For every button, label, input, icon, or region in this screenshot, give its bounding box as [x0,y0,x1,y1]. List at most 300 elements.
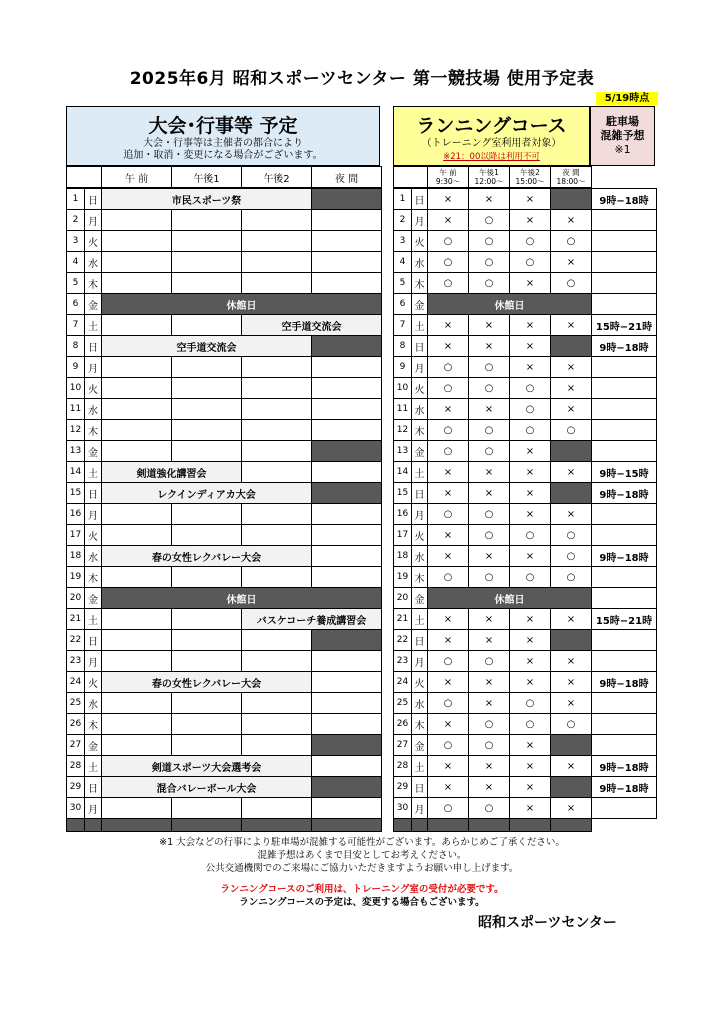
table-row [394,189,657,210]
availability-cell: × [551,399,592,420]
event-cell: レクインディアカ大会 [102,483,312,504]
table-row [67,483,382,504]
table-row [394,462,657,483]
events-table [66,188,382,832]
empty-cell [312,651,382,672]
day-number: 27 [67,735,85,756]
table-row [67,777,382,798]
running-course-header [393,106,590,166]
weekday: 火 [85,231,102,252]
empty-cell [102,357,172,378]
table-footer [394,819,657,832]
empty-cell [102,525,172,546]
empty-cell [312,420,382,441]
day-number: 20 [394,588,412,609]
empty-cell [242,210,312,231]
availability-cell: ○ [469,357,510,378]
weekday: 金 [85,588,102,609]
weekday: 月 [412,357,428,378]
day-number: 28 [67,756,85,777]
parking-header-line-2: 混雑予想 [600,129,645,142]
empty-cell [312,756,382,777]
availability-cell: × [551,756,592,777]
weekday: 水 [85,252,102,273]
page-title: 2025年6月 昭和スポーツセンター 第一競技場 使用予定表 [129,69,595,89]
weekday: 火 [412,672,428,693]
availability-cell: ○ [551,714,592,735]
weekday: 月 [412,798,428,819]
unavailable-cell [551,336,592,357]
parking-cell [592,651,657,672]
empty-cell [102,273,172,294]
weekday: 金 [412,588,428,609]
availability-cell: × [428,630,469,651]
availability-cell: ○ [469,567,510,588]
availability-cell: ○ [469,273,510,294]
events-header [66,106,380,166]
parking-cell [592,210,657,231]
day-number: 21 [394,609,412,630]
parking-cell [592,525,657,546]
availability-cell: × [428,210,469,231]
availability-cell: × [551,609,592,630]
day-number: 6 [394,294,412,315]
table-row [67,378,382,399]
availability-cell: × [510,273,551,294]
empty-cell [242,399,312,420]
availability-cell: ○ [428,567,469,588]
footer-cell [312,819,382,832]
parking-cell [592,378,657,399]
table-row [67,294,382,315]
empty-cell [242,378,312,399]
weekday: 水 [85,546,102,567]
table-row [394,567,657,588]
table-row [394,378,657,399]
event-cell: 空手道交流会 [242,315,382,336]
availability-cell: ○ [469,651,510,672]
table-row [394,525,657,546]
running-course-note: ※21：00以降は利用不可 [443,152,540,162]
parking-cell: 9時−18時 [592,777,657,798]
day-number: 18 [67,546,85,567]
availability-cell: × [469,756,510,777]
day-number: 5 [67,273,85,294]
availability-cell: ○ [510,231,551,252]
footer-cell [242,819,312,832]
table-row [394,252,657,273]
table-row [394,798,657,819]
availability-cell: × [510,756,551,777]
as-of-badge: 5/19時点 [596,92,658,105]
day-number: 12 [67,420,85,441]
availability-cell: × [510,672,551,693]
weekday: 土 [412,315,428,336]
weekday: 水 [85,399,102,420]
availability-cell: ○ [551,567,592,588]
availability-cell: × [551,252,592,273]
day-number: 17 [67,525,85,546]
empty-cell [242,441,312,462]
empty-cell [172,273,242,294]
empty-cell [102,735,172,756]
weekday: 土 [412,609,428,630]
weekday: 日 [412,630,428,651]
day-number: 9 [394,357,412,378]
night-unavailable-cell [312,336,382,357]
unavailable-cell [551,483,592,504]
availability-cell: × [469,399,510,420]
availability-cell: ○ [469,210,510,231]
footnotes [0,836,724,875]
availability-cell: × [551,378,592,399]
empty-cell [172,231,242,252]
availability-cell: ○ [469,714,510,735]
availability-cell: ○ [428,798,469,819]
day-number: 23 [394,651,412,672]
event-cell: 市民スポーツ祭 [102,189,312,210]
availability-cell: × [551,357,592,378]
table-row [394,504,657,525]
empty-cell [312,714,382,735]
parking-cell [592,798,657,819]
empty-cell [312,378,382,399]
day-number: 8 [394,336,412,357]
availability-cell: ○ [428,252,469,273]
unavailable-cell [551,189,592,210]
parking-cell [592,714,657,735]
availability-cell: ○ [510,399,551,420]
parking-cell: 9時−18時 [592,672,657,693]
footer-cell [469,819,510,832]
table-row [67,273,382,294]
empty-cell [102,651,172,672]
events-header-title: 大会･行事等 予定 [148,115,298,137]
availability-cell: ○ [551,231,592,252]
availability-cell: ○ [551,273,592,294]
table-row [394,336,657,357]
parking-cell [592,273,657,294]
empty-cell [312,462,382,483]
parking-cell: 9時−18時 [592,483,657,504]
weekday: 水 [412,693,428,714]
footer-cell [394,819,412,832]
event-cell: 剣道スポーツ大会選考会 [102,756,312,777]
availability-cell: ○ [551,525,592,546]
empty-cell [172,651,242,672]
table-row [67,315,382,336]
table-row [394,441,657,462]
availability-cell: × [428,189,469,210]
table-row [67,756,382,777]
availability-cell: × [551,504,592,525]
empty-cell [172,735,242,756]
night-unavailable-cell [312,777,382,798]
availability-cell: × [551,210,592,231]
empty-cell [172,525,242,546]
empty-cell [242,357,312,378]
weekday: 水 [412,546,428,567]
day-number: 20 [67,588,85,609]
empty-cell [242,504,312,525]
event-cell: 春の女性レクバレー大会 [102,672,312,693]
availability-cell: × [469,672,510,693]
footer-cell [592,819,657,832]
weekday: 月 [412,651,428,672]
empty-cell [172,378,242,399]
availability-cell: ○ [510,567,551,588]
availability-cell: × [469,483,510,504]
weekday: 火 [412,525,428,546]
table-row [394,273,657,294]
weekday: 土 [412,756,428,777]
parking-header [590,106,655,166]
parking-cell [592,588,657,609]
availability-cell: × [551,315,592,336]
day-number: 10 [67,378,85,399]
table-row [67,567,382,588]
table-row [394,735,657,756]
availability-cell: ○ [469,420,510,441]
availability-cell: ○ [510,378,551,399]
availability-cell: ○ [510,525,551,546]
availability-cell: × [428,546,469,567]
weekday: 金 [412,294,428,315]
day-number: 6 [67,294,85,315]
availability-cell: × [469,777,510,798]
rc-col-night: 夜 間 18:00～ [551,167,592,188]
table-row [394,483,657,504]
parking-cell [592,735,657,756]
unavailable-cell [551,735,592,756]
weekday: 木 [412,567,428,588]
weekday: 日 [85,483,102,504]
table-row [67,189,382,210]
weekday: 金 [85,441,102,462]
empty-cell [102,630,172,651]
weekday: 木 [412,420,428,441]
day-number: 7 [394,315,412,336]
table-row [394,777,657,798]
running-column-header [393,166,592,188]
weekday: 金 [412,735,428,756]
availability-cell: × [428,609,469,630]
unavailable-cell [551,777,592,798]
empty-cell [242,651,312,672]
day-number: 16 [67,504,85,525]
weekday: 土 [85,756,102,777]
footer-cell [510,819,551,832]
availability-cell: ○ [469,798,510,819]
table-row [67,231,382,252]
availability-cell: ○ [428,357,469,378]
empty-cell [172,714,242,735]
empty-cell [312,525,382,546]
footer-cell [428,819,469,832]
table-row [67,399,382,420]
parking-cell [592,399,657,420]
day-number: 23 [67,651,85,672]
weekday: 土 [85,609,102,630]
day-number: 28 [394,756,412,777]
parking-cell: 9時−18時 [592,546,657,567]
availability-cell: ○ [469,504,510,525]
empty-cell [102,378,172,399]
availability-cell: ○ [428,735,469,756]
availability-cell: × [510,441,551,462]
day-number: 16 [394,504,412,525]
weekday: 火 [85,378,102,399]
day-number: 26 [394,714,412,735]
empty-cell [242,273,312,294]
empty-cell [312,273,382,294]
weekday: 木 [85,714,102,735]
availability-cell: ○ [428,420,469,441]
weekday: 水 [85,693,102,714]
weekday: 日 [85,336,102,357]
table-row [67,546,382,567]
empty-cell [242,462,312,483]
running-course-title: ランニングコース [416,115,567,137]
availability-cell: × [469,315,510,336]
availability-cell: × [428,336,469,357]
empty-cell [312,567,382,588]
day-number: 13 [67,441,85,462]
weekday: 月 [85,357,102,378]
empty-cell [102,567,172,588]
empty-cell [242,231,312,252]
availability-cell: × [510,798,551,819]
empty-cell [312,210,382,231]
table-row [394,693,657,714]
parking-cell: 9時−18時 [592,189,657,210]
parking-cell [592,420,657,441]
col-pm2: 午後2 [242,167,312,188]
availability-cell: × [551,462,592,483]
empty-cell [172,420,242,441]
running-course-notice-red: ランニングコースのご利用は、トレーニング室の受付が必要です。 [220,884,504,895]
event-cell: バスケコーチ養成講習会 [242,609,382,630]
empty-cell [102,399,172,420]
empty-cell [172,504,242,525]
day-number: 25 [394,693,412,714]
availability-cell: ○ [510,420,551,441]
day-number: 5 [394,273,412,294]
weekday: 木 [412,273,428,294]
parking-cell [592,252,657,273]
weekday: 日 [85,777,102,798]
table-row [67,252,382,273]
empty-cell [242,735,312,756]
col-am: 午 前 [102,167,172,188]
weekday: 金 [85,294,102,315]
empty-cell [172,693,242,714]
empty-cell [102,441,172,462]
availability-cell: × [551,798,592,819]
availability-cell: ○ [469,525,510,546]
weekday: 月 [85,798,102,819]
availability-cell: × [428,462,469,483]
empty-cell [312,357,382,378]
rc-col-pm1: 午後1 12:00～ [469,167,510,188]
availability-cell: × [510,504,551,525]
day-number: 24 [394,672,412,693]
day-number: 8 [67,336,85,357]
weekday: 水 [412,252,428,273]
day-number: 9 [67,357,85,378]
blank-header-cell [67,167,102,188]
table-row [67,714,382,735]
weekday: 土 [85,315,102,336]
day-number: 7 [67,315,85,336]
day-number: 3 [394,231,412,252]
availability-cell: × [428,525,469,546]
weekday: 火 [85,672,102,693]
table-row [67,672,382,693]
empty-cell [312,231,382,252]
empty-cell [242,630,312,651]
empty-cell [242,420,312,441]
empty-cell [172,441,242,462]
table-row [394,294,657,315]
empty-cell [312,252,382,273]
availability-cell: × [510,777,551,798]
day-number: 19 [67,567,85,588]
empty-cell [102,609,172,630]
weekday: 月 [85,651,102,672]
closed-cell: 休館日 [428,588,592,609]
night-unavailable-cell [312,483,382,504]
empty-cell [102,714,172,735]
parking-header-line-3: ※1 [614,143,631,156]
availability-cell: ○ [428,273,469,294]
day-number: 12 [394,420,412,441]
availability-cell: ○ [428,441,469,462]
table-row [67,357,382,378]
blank-header-cell [394,167,428,188]
table-row [67,462,382,483]
parking-cell [592,504,657,525]
weekday: 月 [85,504,102,525]
closed-cell: 休館日 [428,294,592,315]
col-night: 夜 間 [312,167,382,188]
empty-cell [242,252,312,273]
footer-cell [412,819,428,832]
night-unavailable-cell [312,441,382,462]
day-number: 1 [67,189,85,210]
parking-cell [592,231,657,252]
empty-cell [102,231,172,252]
empty-cell [102,315,172,336]
weekday: 土 [85,462,102,483]
weekday: 日 [412,777,428,798]
table-row [67,735,382,756]
empty-cell [172,315,242,336]
availability-cell: × [551,693,592,714]
running-course-table [393,188,657,832]
day-number: 30 [394,798,412,819]
parking-cell [592,567,657,588]
empty-cell [312,546,382,567]
empty-cell [172,399,242,420]
availability-cell: ○ [551,420,592,441]
empty-cell [242,693,312,714]
day-number: 18 [394,546,412,567]
day-number: 1 [394,189,412,210]
day-number: 29 [394,777,412,798]
day-number: 4 [394,252,412,273]
footer-cell [102,819,172,832]
